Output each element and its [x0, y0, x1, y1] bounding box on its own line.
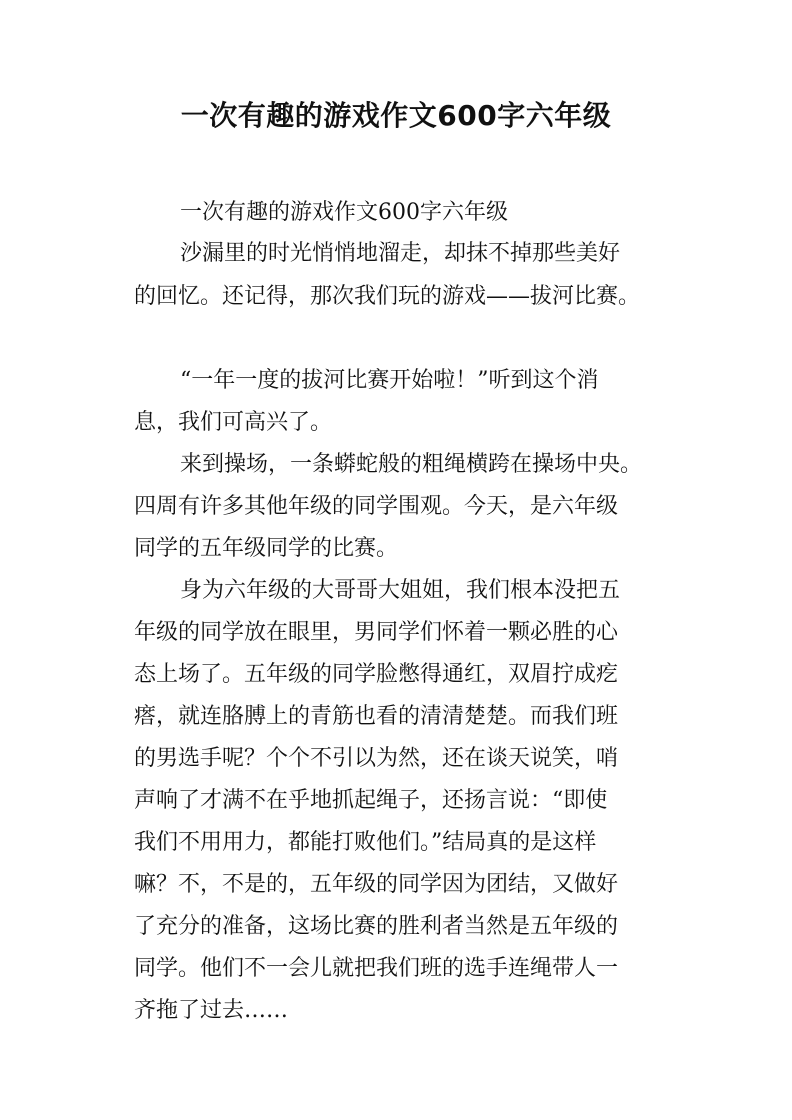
- body-line: 同学。他们不一会儿就把我们班的选手连绳带人一: [134, 956, 619, 981]
- body-line: 四周有许多其他年级的同学围观。今天，是六年级: [134, 494, 619, 519]
- body-line: 齐拖了过去……: [134, 998, 289, 1023]
- body-line: 的回忆。还记得，那次我们玩的游戏——拔河比赛。: [134, 284, 641, 309]
- body-line: 同学的五年级同学的比赛。: [134, 536, 399, 561]
- body-line: 态上场了。五年级的同学脸憋得通红，双眉拧成疙: [134, 662, 619, 687]
- body-line: 的男选手呢？个个不引以为然，还在谈天说笑，哨: [134, 746, 619, 771]
- body-line-subtitle: 一次有趣的游戏作文600字六年级: [180, 200, 508, 225]
- body-line: 声响了才满不在乎地抓起绳子，还扬言说：“即使: [134, 788, 608, 813]
- body-line: 瘩，就连胳膊上的青筋也看的清清楚楚。而我们班: [134, 704, 619, 729]
- body-line: 年级的同学放在眼里，男同学们怀着一颗必胜的心: [134, 620, 619, 645]
- body-line: “一年一度的拔河比赛开始啦！”听到这个消: [180, 368, 599, 393]
- body-line: 了充分的准备，这场比赛的胜利者当然是五年级的: [134, 914, 619, 939]
- body-line: 沙漏里的时光悄悄地溜走，却抹不掉那些美好: [180, 241, 621, 266]
- body-line: 息，我们可高兴了。: [134, 410, 333, 435]
- body-line: 来到操场，一条蟒蛇般的粗绳横跨在操场中央。: [180, 452, 643, 477]
- body-line: 我们不用用力，都能打败他们。”结局真的是这样: [134, 830, 597, 855]
- body-line: 身为六年级的大哥哥大姐姐，我们根本没把五: [180, 578, 621, 603]
- body-line: 嘛？不，不是的，五年级的同学因为团结，又做好: [134, 872, 619, 897]
- document-title: 一次有趣的游戏作文600字六年级: [180, 99, 612, 132]
